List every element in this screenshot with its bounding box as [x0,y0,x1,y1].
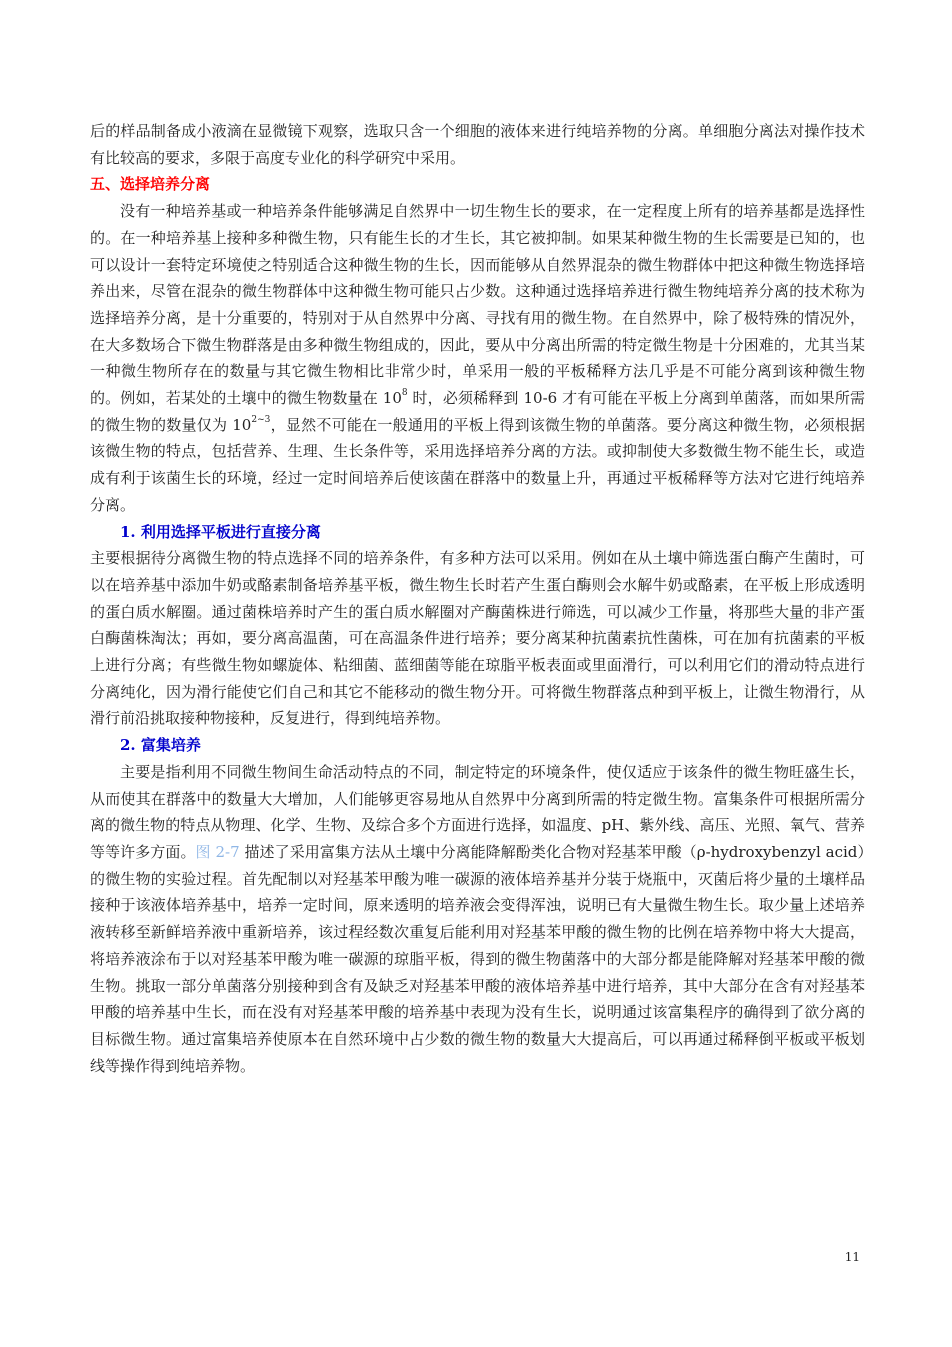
figure-reference-link[interactable]: 图 2-7 [195,842,240,861]
paragraph-single-cell: 后的样品制备成小液滴在显微镜下观察，选取只含一个细胞的液体来进行纯培养物的分离。单细胞分离法对操作技术有比较高的要求，多限于高度专业化的科学研究中采用。 [90,122,865,167]
paragraph-selective-plate: 主要根据待分离微生物的特点选择不同的培养条件，有多种方法可以采用。例如在从土壤中筛选蛋白酶产生菌时，可以在培养基中添加牛奶或酪素制备培养基平板，微生物生长时若产生蛋白酶则会水解牛奶或酪素，在平板上形成透明的蛋白质水解圈。通过菌株培养时产生的蛋白质水解圈对产酶菌株进行筛选，可以减少工作量，将那些大量的非产蛋白酶菌株淘汰；再如，要分离高温菌，可在高温条件进行培养；要分离某种抗菌素抗性菌株，可在加有抗菌素的平板上进行分离；有些微生物如螺旋体、粘细菌、蓝细菌等能在琼脂平板表面或里面滑行，可以利用它们的滑动特点进行分离纯化，因为滑行能使它们自己和其它不能移动的微生物分开。可将微生物群落点种到平板上，让微生物滑行，从滑行前沿挑取接种物接种，反复进行，得到纯培养物。 [90,549,865,728]
page-number: 11 [844,1250,860,1264]
paragraph-selective-culture [90,198,865,518]
page-body [90,118,865,1079]
subsection-heading-2: 2. 富集培养 [120,736,201,755]
text-part: 描述了采用富集方法从土壤中分离能降解酚类化合物对羟基苯甲酸（ρ-hydroxybenzyl acid）的微生物的实验过程。首先配制以对羟基苯甲酸为唯一碳源的液体培养基并分装于烧瓶中，灭菌后将少量的土壤样品接种于该液体培养基中，培养一定时间，原来透明的培养液会变得浑浊，说明已有大量微生物生长。取少量上述培养液转移至新鲜培养液中重新培养，该过程经数次重复后能利用对羟基苯甲酸的微生物的比例在培养物中将大大提高，将培养液涂布于以对羟基苯甲酸为唯一碳源的琼脂平板，得到的微生物菌落中的大部分都是能降解对羟基苯甲酸的微生物。挑取一部分单菌落分别接种到含有及缺乏对羟基苯甲酸的液体培养基中进行培养，其中大部分在含有对羟基苯甲酸的培养基中生长，而在没有对羟基苯甲酸的培养基中表现为没有生长，说明通过该富集程序的确得到了欲分离的目标微生物。通过富集培养使原本在自然环境中占少数的微生物的数量大大提高后，可以再通过稀释倒平板或平板划线等操作得到纯培养物。 [90,842,865,1075]
text-part: 时，必须稀释到 10-6 才有可能在平板上分离到单菌落，而如果所需的微生物的数量仅为 10 [90,389,865,434]
superscript-exponent: 8 [401,388,408,399]
paragraph-enrichment [90,759,865,1079]
section-heading-5: 五、选择培养分离 [90,175,211,194]
text-part: ，显然不可能在一般通用的平板上得到该微生物的单菌落。要分离这种微生物，必须根据该微生物的特点，包括营养、生理、生长条件等，采用选择培养分离的方法。或抑制使大多数微生物不能生长，或造成有利于该菌生长的环境，经过一定时间培养后使该菌在群落中的数量上升，再通过平板稀释等方法对它进行纯培养分离。 [90,415,865,514]
superscript-exponent: 2~3 [251,414,271,425]
text-part: 没有一种培养基或一种培养条件能够满足自然界中一切生物生长的要求，在一定程度上所有的培养基都是选择性的。在一种培养基上接种多种微生物，只有能生长的才生长，其它被抑制。如果某种微生物的生长需要是已知的，也可以设计一套特定环境使之特别适合这种微生物的生长，因而能够从自然界混杂的微生物群体中把这种微生物选择培养出来，尽管在混杂的微生物群体中这种微生物可能只占少数。这种通过选择培养进行微生物纯培养分离的技术称为选择培养分离，是十分重要的，特别对于从自然界中分离、寻找有用的微生物。在自然界中，除了极特殊的情况外，在大多数场合下微生物群落是由多种微生物组成的，因此，要从中分离出所需的特定微生物是十分困难的，尤其当某一种微生物所存在的数量与其它微生物相比非常少时，单采用一般的平板稀释方法几乎是不可能分离到该种微生物的。例如，若某处的土壤中的微生物数量在 10 [90,202,865,408]
subsection-heading-1: 1. 利用选择平板进行直接分离 [120,522,321,541]
text-part: 主要是指利用不同微生物间生命活动特点的不同，制定特定的环境条件，使仅适应于该条件的微生物旺盛生长，从而使其在群落中的数量大大增加，人们能够更容易地从自然界中分离到所需的特定微生物。富集条件可根据所需分离的微生物的特点从物理、化学、生物、及综合多个方面进行选择，如温度、pH、紫外线、高压、光照、氧气、营养等等许多方面。 [90,762,865,861]
